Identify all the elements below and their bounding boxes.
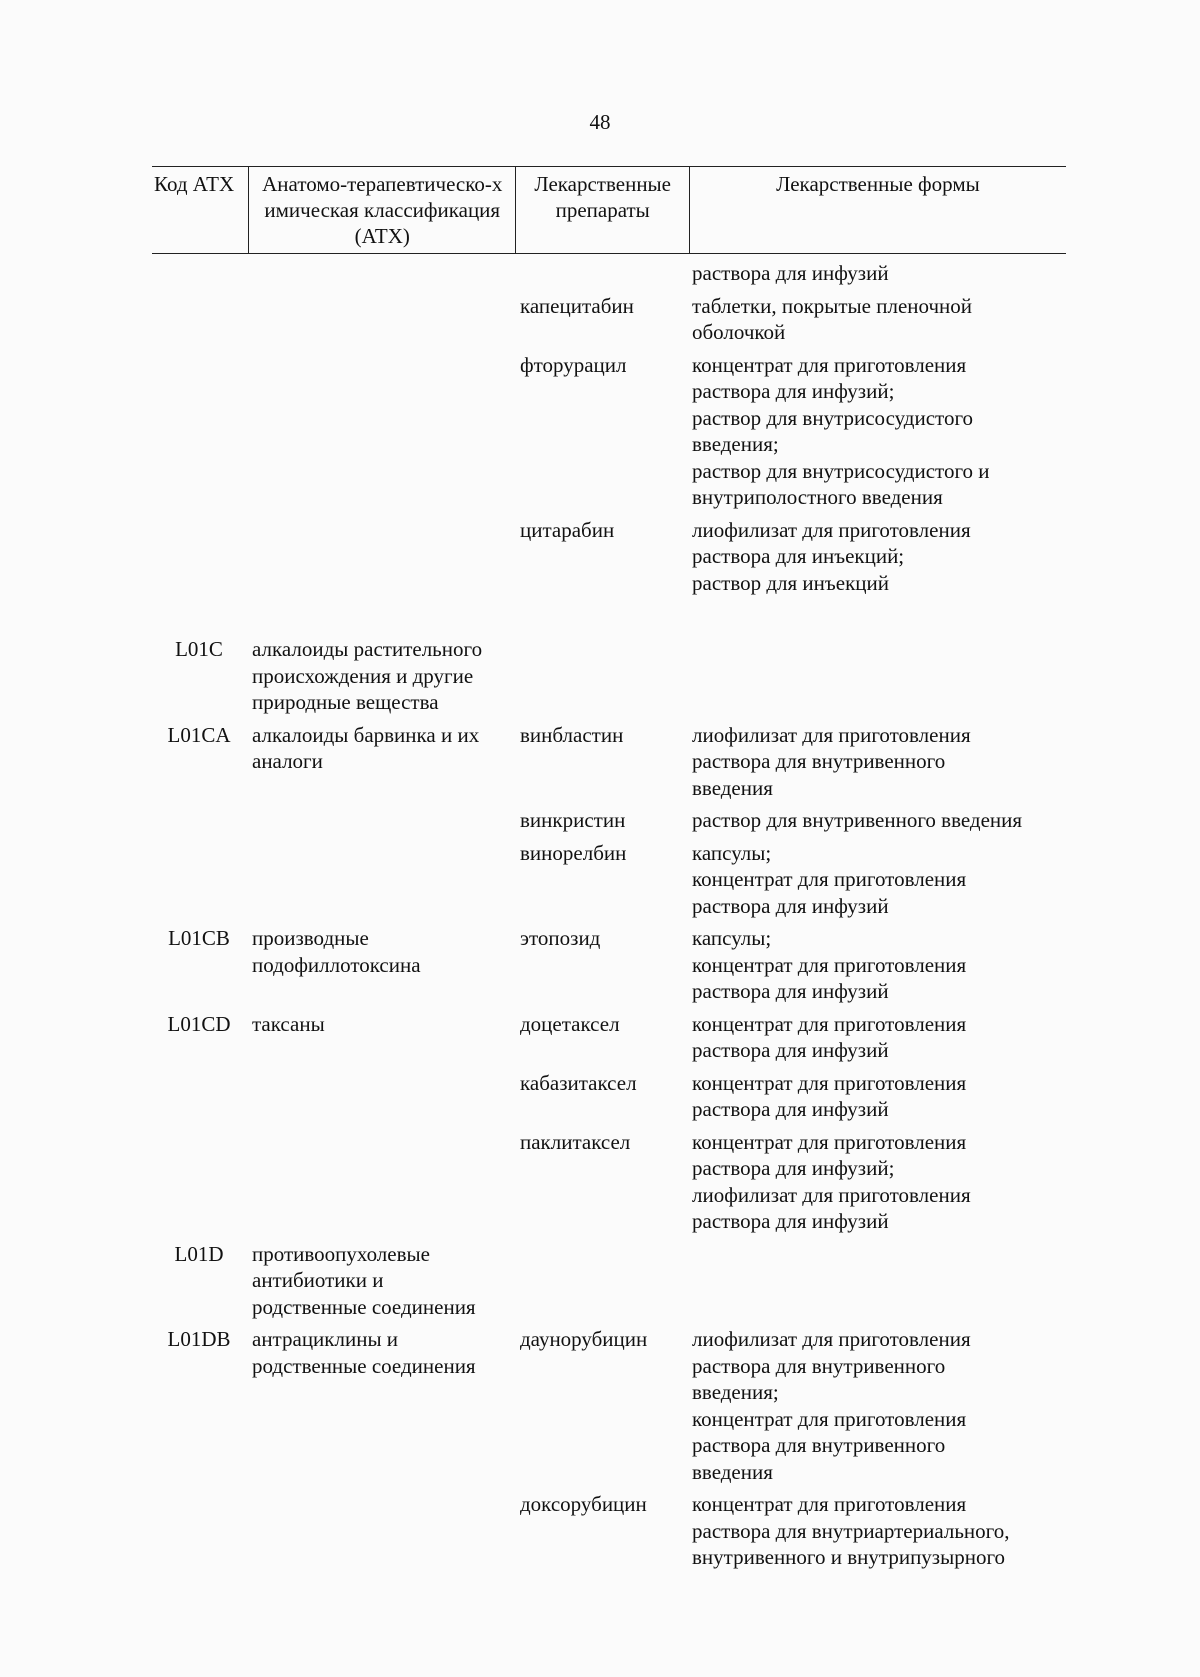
atc-class <box>246 1129 514 1235</box>
atc-class: алкалоиды растительного происхождения и другие природные вещества <box>252 637 483 714</box>
dosage-forms <box>686 1241 1066 1321</box>
dosage-forms: концентрат для приготовления раствора для инфузий <box>692 1070 967 1121</box>
dosage-forms: концентрат для приготовления раствора для инфузий; лиофилизат для приготовления раствора для инфузий <box>692 1129 971 1233</box>
drug-name: паклитаксел <box>520 1129 631 1154</box>
atc-code <box>152 840 246 920</box>
atc-class <box>246 1491 514 1571</box>
drug-name: винкристин <box>520 808 626 832</box>
dosage-forms: лиофилизат для приготовления раствора для инъекций; раствор для инъекций <box>692 517 971 595</box>
atc-code: L01D <box>174 1241 224 1266</box>
atc-code: L01CB <box>168 926 230 950</box>
dosage-forms: капсулы; концентрат для приготовления раствора для инфузий <box>692 840 967 918</box>
atc-code <box>152 293 246 346</box>
atc-class: алкалоиды барвинка и их аналоги <box>252 722 480 773</box>
atc-class: таксаны <box>252 1011 325 1036</box>
dosage-forms: раствора для инфузий <box>692 261 889 285</box>
header-dosage-forms: Лекарственные формы <box>776 172 980 196</box>
atc-class <box>246 1070 514 1123</box>
drug-name <box>514 636 686 716</box>
table-row <box>152 925 1066 1005</box>
drug-name: этопозид <box>520 926 601 950</box>
atc-class: производные подофиллотоксина <box>252 926 421 977</box>
dosage-forms: лиофилизат для приготовления раствора для внутривенного введения; концентрат для приготовления раствора для внутривенного введения <box>692 1327 971 1484</box>
atc-code <box>152 1070 246 1123</box>
atc-class <box>246 293 514 346</box>
dosage-forms: концентрат для приготовления раствора для инфузий <box>692 1011 967 1062</box>
table-row <box>152 1129 1066 1235</box>
drug-name: доксорубицин <box>520 1492 647 1516</box>
page-number: 48 <box>589 110 611 134</box>
table-row <box>152 1326 1066 1485</box>
atc-code <box>152 807 246 834</box>
drug-name: винорелбин <box>520 840 627 865</box>
table-row <box>152 1011 1066 1064</box>
atc-code <box>152 1129 246 1235</box>
atc-class <box>246 517 514 597</box>
atc-class: противоопухолевые антибиотики и родственные соединения <box>252 1241 476 1319</box>
atc-class <box>246 260 514 287</box>
table-row <box>152 352 1066 511</box>
drug-name: даунорубицин <box>520 1327 648 1351</box>
atc-class: антрациклины и родственные соединения <box>252 1327 476 1378</box>
atc-code: L01CD <box>167 1011 231 1036</box>
dosage-forms: концентрат для приготовления раствора для внутриартериального, внутривенного и внутрипузырного <box>692 1492 1010 1569</box>
atc-code <box>152 260 246 287</box>
atc-class <box>246 840 514 920</box>
atc-code: L01C <box>175 637 223 661</box>
table-row <box>152 807 1066 834</box>
table-row <box>152 293 1066 346</box>
atc-table <box>152 166 1066 1571</box>
dosage-forms: капсулы; концентрат для приготовления раствора для инфузий <box>692 926 967 1003</box>
drug-name: капецитабин <box>520 293 634 318</box>
table-row <box>152 260 1066 287</box>
atc-class <box>246 352 514 511</box>
atc-class <box>246 807 514 834</box>
table-row <box>152 517 1066 597</box>
atc-code <box>152 352 246 511</box>
table-row <box>152 1491 1066 1571</box>
table-row <box>152 1241 1066 1321</box>
table-header <box>152 166 1066 254</box>
drug-name: кабазитаксел <box>520 1070 637 1095</box>
header-atc-classification: Анатомо-терапевтическо-х имическая классификация (АТХ) <box>249 167 516 253</box>
drug-name: винбластин <box>520 722 624 747</box>
drug-name <box>514 1241 686 1321</box>
table-row <box>152 722 1066 802</box>
dosage-forms: лиофилизат для приготовления раствора для внутривенного введения <box>692 722 971 800</box>
header-atc-code: Код АТХ <box>152 167 249 253</box>
dosage-forms: концентрат для приготовления раствора для инфузий; раствор для внутрисосудистого введения; раствор для внутрисосудистого и внутриполостного введения <box>692 352 990 509</box>
dosage-forms: раствор для внутривенного введения <box>692 808 1023 832</box>
drug-name: доцетаксел <box>520 1011 620 1036</box>
drug-name <box>514 260 686 287</box>
table-row <box>152 840 1066 920</box>
atc-code: L01DB <box>167 1327 231 1351</box>
drug-name: цитарабин <box>520 517 615 542</box>
table-body <box>152 260 1066 1571</box>
table-row <box>152 1070 1066 1123</box>
atc-code <box>152 517 246 597</box>
table-row <box>152 636 1066 716</box>
dosage-forms <box>686 636 1066 716</box>
atc-code: L01CA <box>167 722 231 747</box>
dosage-forms: таблетки, покрытые пленочной оболочкой <box>692 293 973 344</box>
header-drugs: Лекарственные препараты <box>516 167 689 253</box>
atc-code <box>152 1491 246 1571</box>
drug-name: фторурацил <box>520 352 627 377</box>
